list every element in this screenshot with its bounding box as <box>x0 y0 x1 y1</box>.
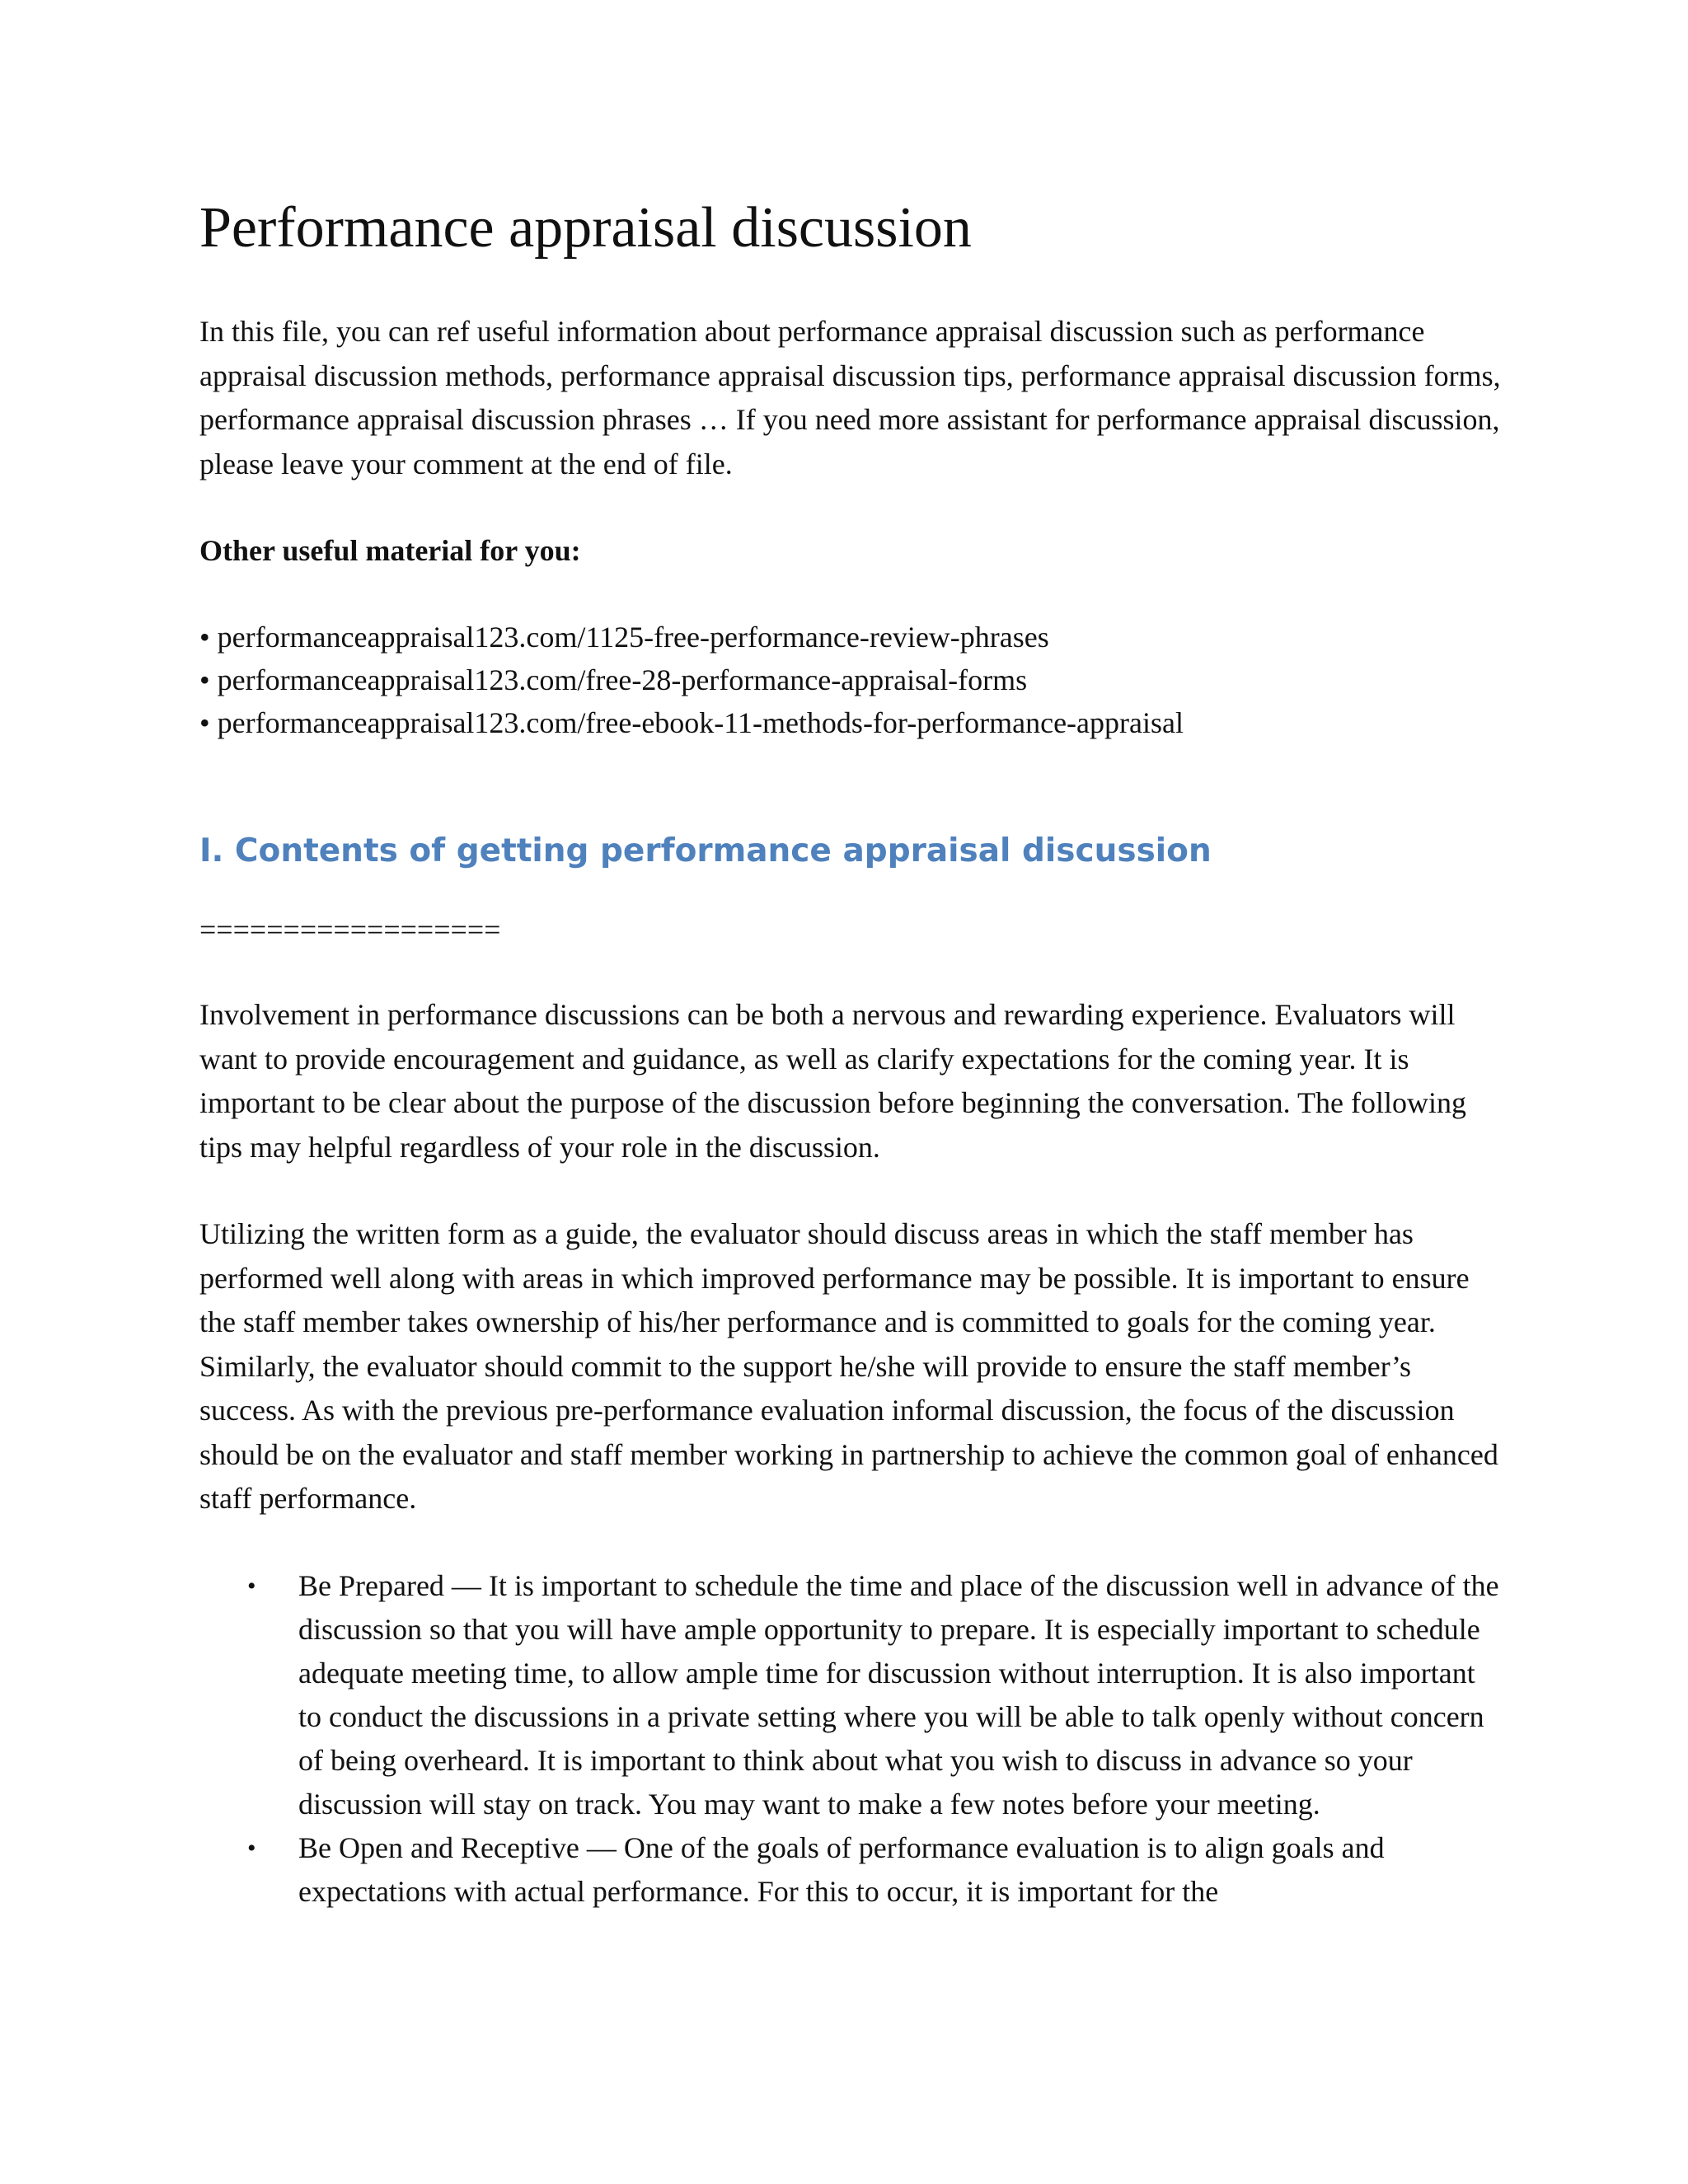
material-link[interactable]: • performanceappraisal123.com/1125-free-performance-review-phrases <box>199 616 1502 658</box>
tip-item-be-open <box>199 1826 1502 1914</box>
bullet-icon: • <box>247 1834 256 1862</box>
tip-text: Be Open and Receptive — One of the goals of performance evaluation is to align goals and expectations with actual performance. For this to occur, it is important for the <box>298 1830 1385 1908</box>
page-title: Performance appraisal discussion <box>199 196 972 260</box>
spacer <box>199 744 1502 827</box>
body-paragraph-1: Involvement in performance discussions can be both a nervous and rewarding experience. Evaluators will want to provide encouragement and guidance, as well as clarify expectations for the coming year. It is important to be clear about the purpose of the discussion before beginning the conversation. The following tips may helpful regardless of your role in the discussion. <box>199 998 1466 1164</box>
spacer <box>199 950 1502 993</box>
spacer <box>199 486 1502 529</box>
divider-line: ================== <box>199 913 501 946</box>
bullet-icon: • <box>247 1572 256 1600</box>
material-link[interactable]: • performanceappraisal123.com/free-ebook-11-methods-for-performance-appraisal <box>199 701 1502 744</box>
tip-text: Be Prepared — It is important to schedule the time and place of the discussion well in advance of the discussion so that you will have ample opportunity to prepare. It is especially important to schedule adequate meeting time, to allow ample time for discussion without interruption. It is also important to conduct the discussions in a private setting where you will be able to talk openly without concern of being overheard. It is important to think about what you wish to discuss in advance so your discussion will stay on track. You may want to make a few notes before your meeting. <box>298 1568 1499 1821</box>
spacer <box>199 573 1502 616</box>
document-content <box>199 191 1502 1914</box>
tips-list <box>199 1564 1502 1914</box>
spacer <box>199 1521 1502 1564</box>
spacer <box>199 1169 1502 1212</box>
body-paragraph-2: Utilizing the written form as a guide, the evaluator should discuss areas in which the staff member has performed well along with areas in which improved performance may be possible. It is important to ensure the staff member takes ownership of his/her performance and is committed to goals for the coming year. Similarly, the evaluator should commit to the support he/she will provide to ensure the staff member’s success. As with the previous pre-performance evaluation informal discussion, the focus of the discussion should be on the evaluator and staff member working in partnership to achieve the common goal of enhanced staff performance. <box>199 1217 1498 1515</box>
tip-item-be-prepared <box>199 1564 1502 1826</box>
section-heading: I. Contents of getting performance appraisal discussion <box>199 832 1212 869</box>
intro-paragraph: In this file, you can ref useful information about performance appraisal discussion such as performance appraisal discussion methods, performance appraisal discussion tips, performance appraisal discussion forms, performance appraisal discussion phrases … If you need more assistant for performance appraisal discussion, please leave your comment at the end of file. <box>199 315 1501 480</box>
other-material-heading: Other useful material for you: <box>199 534 581 567</box>
material-link-list <box>199 616 1502 744</box>
material-link[interactable]: • performanceappraisal123.com/free-28-performance-appraisal-forms <box>199 658 1502 701</box>
